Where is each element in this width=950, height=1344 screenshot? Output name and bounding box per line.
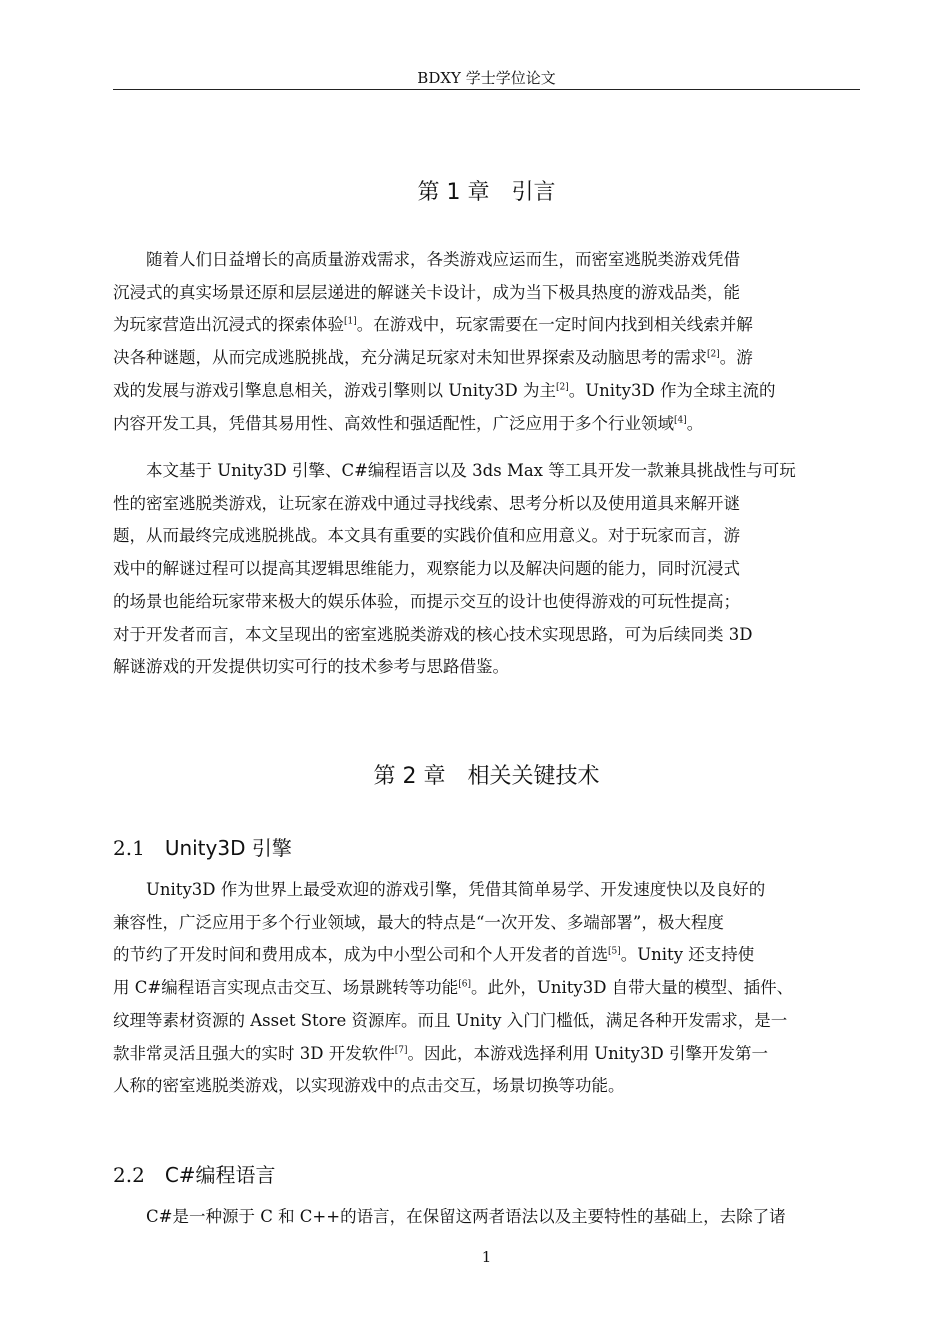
citation: [4] xyxy=(674,415,687,426)
chapter-1-paragraph-2 xyxy=(113,455,861,684)
chapter-2-name: 相关关键技术 xyxy=(467,764,600,789)
citation: [5] xyxy=(608,946,621,957)
text-line xyxy=(113,309,861,342)
chapter-1-paragraph-1 xyxy=(113,244,861,440)
text-line xyxy=(113,342,861,375)
text-line: 本文基于 Unity3D 引擎、C#编程语言以及 3ds Max 等工具开发一款兼具挑战性与可玩 xyxy=(146,461,796,480)
text-line: 解谜游戏的开发提供切实可行的技术参考与思路借鉴。 xyxy=(113,657,509,677)
text-line xyxy=(113,408,861,441)
text-run: 。 xyxy=(686,413,704,433)
header-rule xyxy=(113,89,860,90)
text-run: 决各种谜题，从而完成逃脱挑战，充分满足玩家对未知世界探索及动脑思考的需求 xyxy=(113,348,707,368)
text-run: 。在游戏中，玩家需要在一定时间内找到相关线索并解 xyxy=(356,315,753,335)
section-2-1-title xyxy=(113,834,860,862)
chapter-2-title xyxy=(113,762,860,792)
section-number: 2.1 xyxy=(113,836,145,860)
text-line xyxy=(113,1038,861,1071)
text-run: 用 C#编程语言实现点击交互、场景跳转等功能 xyxy=(113,978,459,998)
text-run: 。游 xyxy=(719,348,753,368)
text-line: 对于开发者而言，本文呈现出的密室逃脱类游戏的核心技术实现思路，可为后续同类 3D xyxy=(113,624,753,644)
section-2-2-title xyxy=(113,1161,860,1189)
citation: [1] xyxy=(344,316,357,327)
chapter-1-title xyxy=(113,178,860,208)
section-name: Unity3D 引擎 xyxy=(164,836,292,860)
text-line: 人称的密室逃脱类游戏，以实现游戏中的点击交互，场景切换等功能。 xyxy=(113,1076,625,1096)
text-run: 。Unity3D 作为全球主流的 xyxy=(568,380,776,400)
text-line: 纹理等素材资源的 Asset Store 资源库。而且 Unity 入门门槛低，满足各种开发需求，是一 xyxy=(113,1010,788,1030)
text-run: 。Unity 还支持使 xyxy=(620,945,755,965)
text-run: 为玩家营造出沉浸式的探索体验 xyxy=(113,315,344,335)
text-line: C#是一种源于 C 和 C++的语言，在保留这两者语法以及主要特性的基础上，去除了诸 xyxy=(146,1207,786,1226)
citation: [2] xyxy=(707,349,720,360)
text-run: 内容开发工具，凭借其易用性、高效性和强适配性，广泛应用于多个行业领域 xyxy=(113,413,674,433)
chapter-1-name: 引言 xyxy=(511,180,556,205)
text-run: 。此外，Unity3D 自带大量的模型、插件、 xyxy=(470,978,794,998)
text-line xyxy=(113,972,861,1005)
section-number: 2.2 xyxy=(113,1163,145,1187)
page-number: 1 xyxy=(481,1248,492,1266)
section-name: C#编程语言 xyxy=(164,1163,276,1187)
section-2-2-paragraph xyxy=(113,1201,861,1234)
chapter-1-number: 第 1 章 xyxy=(417,180,490,205)
text-run: 。因此，本游戏选择利用 Unity3D 引擎开发第一 xyxy=(407,1043,768,1063)
text-line: 性的密室逃脱类游戏，让玩家在游戏中通过寻找线索、思考分析以及使用道具来解开谜 xyxy=(113,493,740,513)
chapter-2-number: 第 2 章 xyxy=(373,764,446,789)
text-line: Unity3D 作为世界上最受欢迎的游戏引擎，凭借其简单易学、开发速度快以及良好的 xyxy=(146,880,766,899)
citation: [6] xyxy=(458,979,471,990)
text-line: 沉浸式的真实场景还原和层层递进的解谜关卡设计，成为当下极具热度的游戏品类，能 xyxy=(113,282,740,302)
section-2-1-paragraph xyxy=(113,874,861,1103)
text-run: 戏的发展与游戏引擎息息相关，游戏引擎则以 Unity3D 为主 xyxy=(113,380,556,400)
text-run: 款非常灵活且强大的实时 3D 开发软件 xyxy=(113,1043,395,1063)
text-line: 兼容性，广泛应用于多个行业领域，最大的特点是“一次开发、多端部署”，极大程度 xyxy=(113,912,724,932)
text-line xyxy=(113,375,861,408)
text-line: 戏中的解谜过程可以提高其逻辑思维能力，观察能力以及解决问题的能力，同时沉浸式 xyxy=(113,559,740,579)
citation: [2] xyxy=(555,382,569,393)
running-header: BDXY 学士学位论文 xyxy=(417,69,556,87)
text-line xyxy=(113,939,861,972)
text-line: 题，从而最终完成逃脱挑战。本文具有重要的实践价值和应用意义。对于玩家而言，游 xyxy=(113,526,740,546)
text-line: 随着人们日益增长的高质量游戏需求，各类游戏应运而生，而密室逃脱类游戏凭借 xyxy=(146,250,740,269)
text-line: 的场景也能给玩家带来极大的娱乐体验，而提示交互的设计也使得游戏的可玩性提高； xyxy=(113,591,740,611)
citation: [7] xyxy=(394,1045,408,1056)
text-run: 的节约了开发时间和费用成本，成为中小型公司和个人开发者的首选 xyxy=(113,945,608,965)
